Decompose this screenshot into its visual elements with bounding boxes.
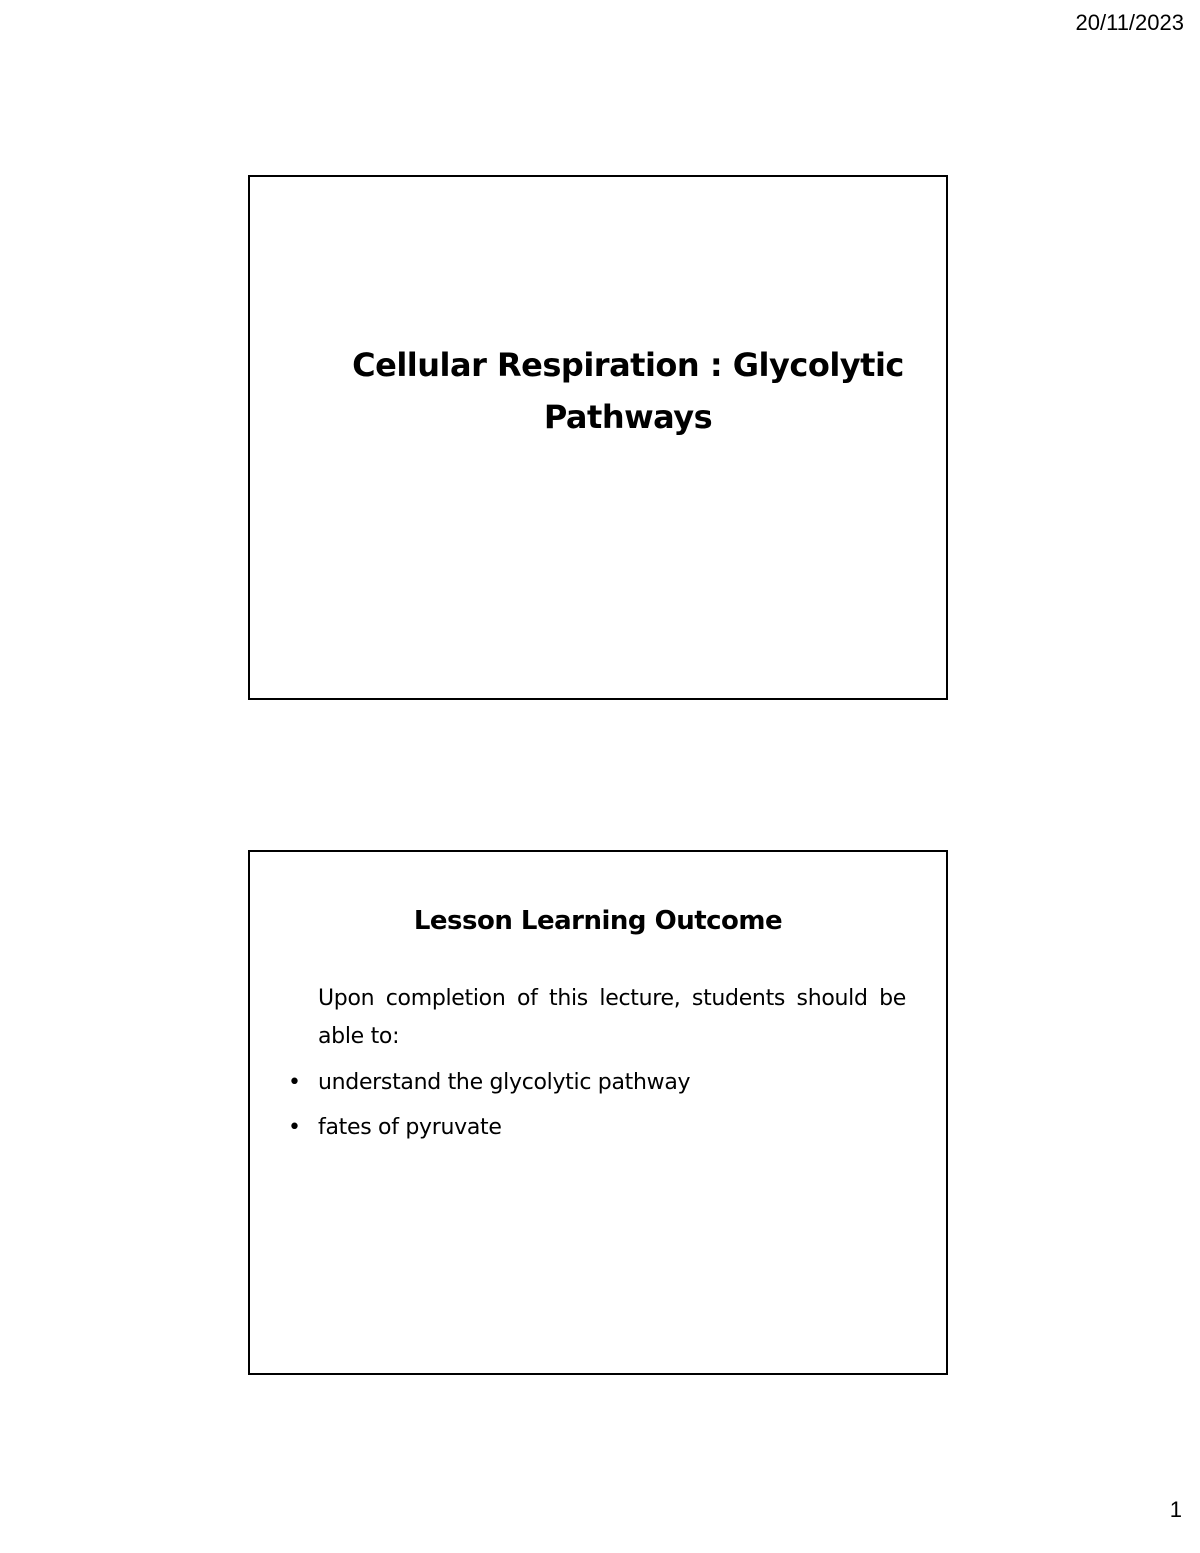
- outcome-list: [288, 1064, 906, 1147]
- slide-title-line-1: Cellular Respiration : Glycolytic: [352, 346, 904, 384]
- bullet-icon: •: [288, 1070, 301, 1095]
- slide-body: [288, 980, 906, 1154]
- list-item-text: fates of pyruvate: [318, 1115, 502, 1140]
- list-item-text: understand the glycolytic pathway: [318, 1070, 691, 1095]
- slide-title: [248, 175, 948, 700]
- slide-learning-outcome: [248, 850, 948, 1375]
- list-item: [288, 1064, 906, 1102]
- slide-heading: Lesson Learning Outcome: [413, 906, 783, 936]
- list-item: [288, 1109, 906, 1147]
- bullet-icon: •: [288, 1115, 301, 1140]
- slide-title-text: [310, 339, 946, 443]
- intro-text: Upon completion of this lecture, students should be able to:: [318, 986, 906, 1049]
- page-number: 1: [1169, 1497, 1182, 1522]
- page-date: 20/11/2023: [1075, 10, 1184, 35]
- slide-title-line-2: Pathways: [543, 398, 713, 436]
